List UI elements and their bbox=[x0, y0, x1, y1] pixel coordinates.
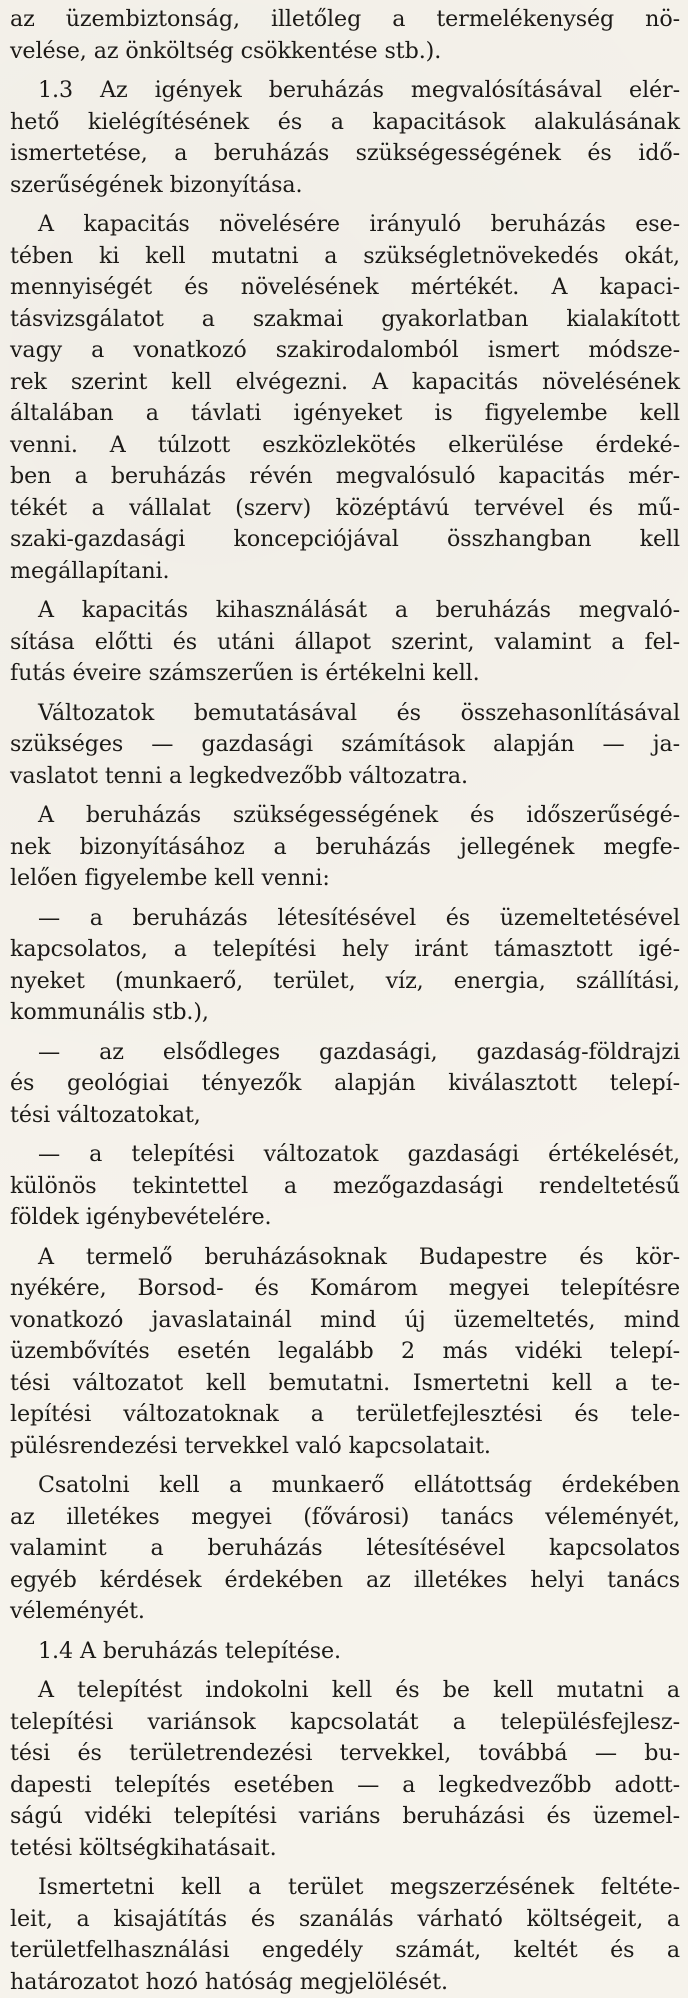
text-line: vagy a vonatkozó szakirodalomból ismert módsze- bbox=[10, 335, 680, 367]
text-line: A kapacitás növelésére irányuló beruházás ese- bbox=[10, 209, 680, 241]
text-line: rek szerint kell elvégezni. A kapacitás növelésének bbox=[10, 367, 680, 399]
text-line: tési változatot kell bemutatni. Ismertetni kell a te- bbox=[10, 1368, 680, 1400]
text-line: A telepítést indokolni kell és be kell mutatni a bbox=[10, 1675, 680, 1707]
text-line: tési változatokat, bbox=[10, 1100, 680, 1132]
text-line: különös tekintettel a mezőgazdasági rendeltetésű bbox=[10, 1171, 680, 1203]
text-line: határozatot hozó hatóság megjelölését. bbox=[10, 1967, 680, 1998]
text-line: 1.4 A beruházás telepítése. bbox=[10, 1636, 680, 1668]
paragraph bbox=[10, 1242, 680, 1463]
paragraph bbox=[10, 209, 680, 587]
paragraph bbox=[10, 903, 680, 1029]
text-line: — az elsődleges gazdasági, gazdaság-földrajzi bbox=[10, 1037, 680, 1069]
text-line: tékét a vállalat (szerv) középtávú tervével és mű- bbox=[10, 493, 680, 525]
text-line: ismertetése, a beruházás szükségességének és idő- bbox=[10, 138, 680, 170]
text-line: Változatok bemutatásával és összehasonlításával bbox=[10, 698, 680, 730]
paragraph bbox=[10, 1139, 680, 1234]
text-line: A beruházás szükségességének és időszerűségé- bbox=[10, 800, 680, 832]
text-line: kommunális stb.), bbox=[10, 997, 680, 1029]
text-line: az illetékes megyei (fővárosi) tanács véleményét, bbox=[10, 1502, 680, 1534]
text-line: nyékére, Borsod- és Komárom megyei telepítésre bbox=[10, 1273, 680, 1305]
paragraph bbox=[10, 1675, 680, 1864]
text-line: mennyiségét és növelésének mértékét. A kapaci- bbox=[10, 272, 680, 304]
text-line: tési és területrendezési tervekkel, továbbá — bu- bbox=[10, 1738, 680, 1770]
text-line: földek igénybevételére. bbox=[10, 1202, 680, 1234]
text-line: A termelő beruházásoknak Budapestre és kör- bbox=[10, 1242, 680, 1274]
text-line: és geológiai tényezők alapján kiválasztott telepí- bbox=[10, 1068, 680, 1100]
text-line: tásvizsgálatot a szakmai gyakorlatban kialakított bbox=[10, 304, 680, 336]
text-line: sítása előtti és utáni állapot szerint, valamint a fel- bbox=[10, 627, 680, 659]
section-heading bbox=[10, 1636, 680, 1668]
text-line: területfelhasználási engedély számát, keltét és a bbox=[10, 1935, 680, 1967]
text-line: szükséges — gazdasági számítások alapján — ja- bbox=[10, 729, 680, 761]
text-line: A kapacitás kihasználását a beruházás megvaló- bbox=[10, 595, 680, 627]
text-line: üzembővítés esetén legalább 2 más vidéki telepí- bbox=[10, 1336, 680, 1368]
section-heading bbox=[10, 75, 680, 201]
text-line: ben a beruházás révén megvalósuló kapacitás mér- bbox=[10, 461, 680, 493]
text-line: hető kielégítésének és a kapacitások alakulásának bbox=[10, 107, 680, 139]
text-line: lepítési változatoknak a területfejlesztési és tele- bbox=[10, 1399, 680, 1431]
text-line: egyéb kérdések érdekében az illetékes helyi tanács bbox=[10, 1565, 680, 1597]
text-line: tetési költségkihatásait. bbox=[10, 1833, 680, 1865]
paragraph bbox=[10, 1470, 680, 1628]
text-line: az üzembiztonság, illetőleg a termelékenység nö- bbox=[10, 4, 680, 36]
text-line: szerűségének bizonyítása. bbox=[10, 170, 680, 202]
text-line: — a telepítési változatok gazdasági értékelését, bbox=[10, 1139, 680, 1171]
text-line: Ismertetni kell a terület megszerzésének feltéte- bbox=[10, 1872, 680, 1904]
paragraph bbox=[10, 1872, 680, 1998]
text-line: leit, a kisajátítás és szanálás várható költségeit, a bbox=[10, 1904, 680, 1936]
text-line: megállapítani. bbox=[10, 556, 680, 588]
text-line: Csatolni kell a munkaerő ellátottság érdekében bbox=[10, 1470, 680, 1502]
text-line: kapcsolatos, a telepítési hely iránt támasztott igé- bbox=[10, 934, 680, 966]
text-line: 1.3 Az igények beruházás megvalósításával elér- bbox=[10, 75, 680, 107]
text-line: vonatkozó javaslatainál mind új üzemeltetés, mind bbox=[10, 1305, 680, 1337]
text-line: általában a távlati igényeket is figyelembe kell bbox=[10, 398, 680, 430]
paragraph bbox=[10, 4, 680, 67]
text-line: valamint a beruházás létesítésével kapcsolatos bbox=[10, 1533, 680, 1565]
paragraph bbox=[10, 800, 680, 895]
text-line: — a beruházás létesítésével és üzemeltetésével bbox=[10, 903, 680, 935]
paragraph bbox=[10, 595, 680, 690]
text-line: futás éveire számszerűen is értékelni kell. bbox=[10, 658, 680, 690]
paragraph bbox=[10, 698, 680, 793]
text-line: vaslatot tenni a legkedvezőbb változatra. bbox=[10, 761, 680, 793]
text-line: dapesti telepítés esetében — a legkedvezőbb adott- bbox=[10, 1770, 680, 1802]
text-line: venni. A túlzott eszközlekötés elkerülése érdeké- bbox=[10, 430, 680, 462]
text-line: lelően figyelembe kell venni: bbox=[10, 863, 680, 895]
paragraph bbox=[10, 1037, 680, 1132]
text-line: pülésrendezési tervekkel való kapcsolatait. bbox=[10, 1431, 680, 1463]
text-line: ságú vidéki telepítési variáns beruházási és üzemel- bbox=[10, 1801, 680, 1833]
text-line: tében ki kell mutatni a szükségletnövekedés okát, bbox=[10, 241, 680, 273]
text-line: véleményét. bbox=[10, 1596, 680, 1628]
text-line: nyeket (munkaerő, terület, víz, energia, szállítási, bbox=[10, 966, 680, 998]
text-line: szaki-gazdasági koncepciójával összhangban kell bbox=[10, 524, 680, 556]
text-line: velése, az önköltség csökkentése stb.). bbox=[10, 36, 680, 68]
text-line: nek bizonyításához a beruházás jellegének megfe- bbox=[10, 832, 680, 864]
text-line: telepítési variánsok kapcsolatát a településfejlesz- bbox=[10, 1707, 680, 1739]
